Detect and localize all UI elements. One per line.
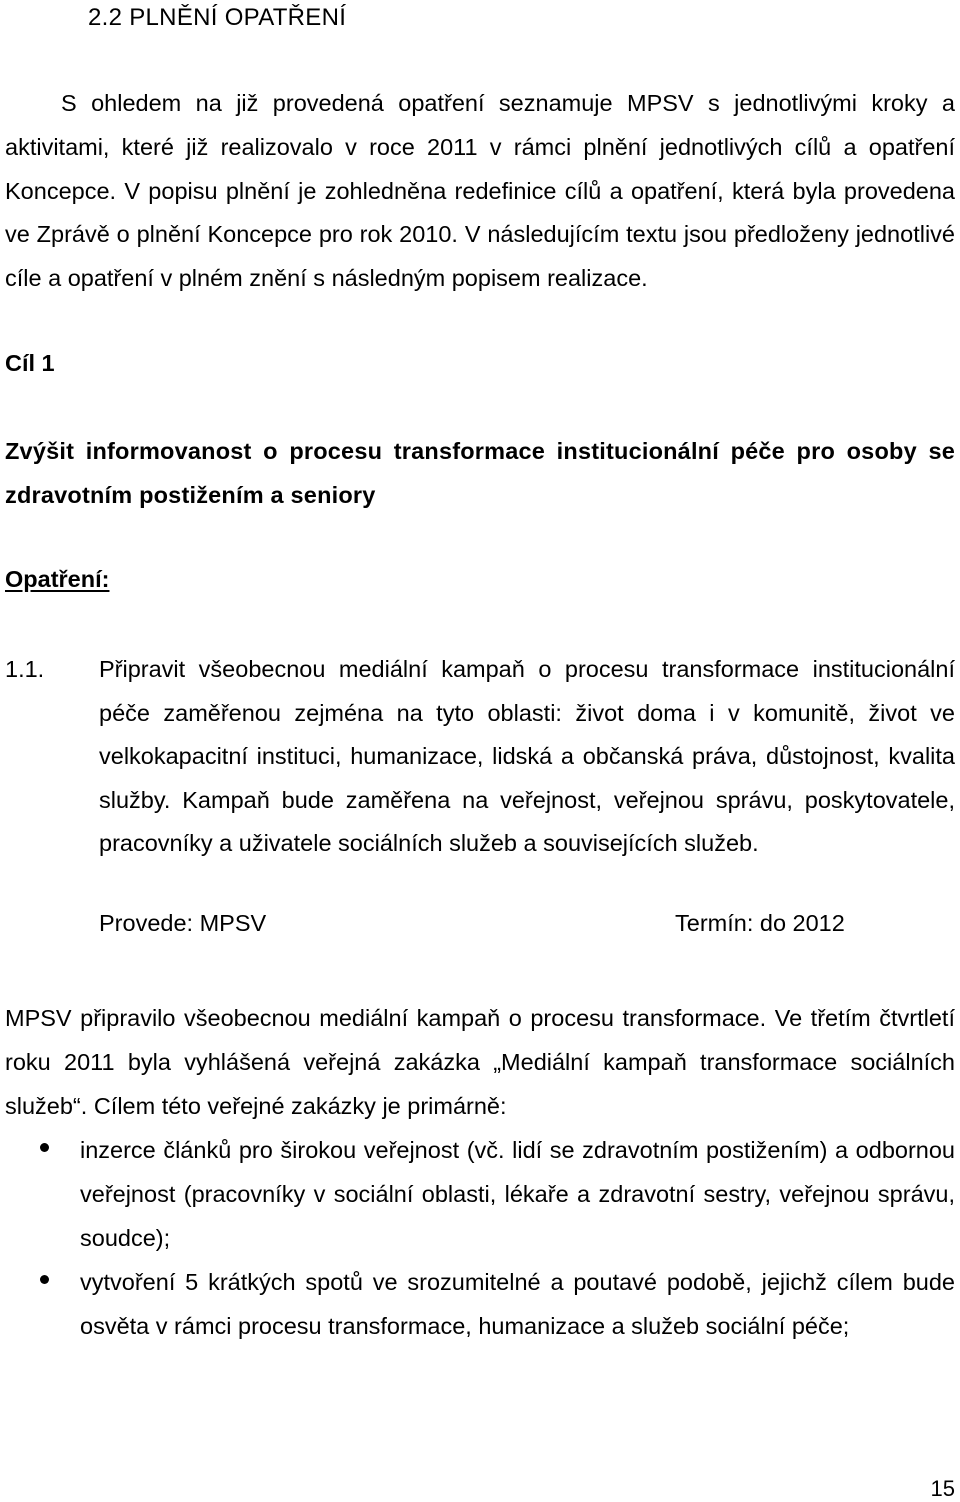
list-item <box>0 1128 960 1260</box>
report-paragraph: MPSV připravilo všeobecnou mediální kampaň o procesu transformace. Ve třetím čtvrtletí roku 2011 byla vyhlášená veřejná zakázka „Mediální kampaň transformace sociálních služeb“. Cílem této veřejné zakázky je primárně: <box>5 1005 955 1119</box>
bullet-icon <box>40 1143 49 1152</box>
measure-executor: Provede: MPSV <box>99 910 267 936</box>
section-heading: 2.2 PLNĚNÍ OPATŘENÍ <box>88 4 347 31</box>
goal-label: Cíl 1 <box>5 350 55 376</box>
bullet-text: vytvoření 5 krátkých spotů ve srozumitelné a poutavé podobě, jejichž cílem bude osvěta v rámci procesu transformace, humanizace a služeb sociální péče; <box>80 1269 955 1339</box>
goal-text: Zvýšit informovanost o procesu transformace institucionální péče pro osoby se zdravotním postižením a seniory <box>5 438 955 508</box>
intro-paragraph: S ohledem na již provedená opatření seznamuje MPSV s jednotlivými kroky a aktivitami, které již realizovalo v roce 2011 v rámci plnění jednotlivých cílů a opatření Koncepce. V popisu plnění je zohledněna redefinice cílů a opatření, která byla provedena ve Zprávě o plnění Koncepce pro rok 2010. V následujícím textu jsou předloženy jednotlivé cíle a opatření v plném znění s následným popisem realizace. <box>5 90 955 292</box>
measure-number: 1.1. <box>5 656 45 682</box>
measure-text: Připravit všeobecnou mediální kampaň o procesu transformace institucionální péče zaměřenou zejména na tyto oblasti: život doma i v komunitě, život ve velkokapacitní instituci, humanizace, lidská a občanská práva, důstojnost, kvalita služby. Kampaň bude zaměřena na veřejnost, veřejnou správu, poskytovatele, pracovníky a uživatele sociálních služeb a souvisejících služeb. <box>99 656 955 857</box>
report-bullet-list <box>0 1128 960 1348</box>
page-number: 15 <box>930 1476 955 1501</box>
bullet-icon <box>40 1275 49 1284</box>
measures-label: Opatření: <box>5 566 110 592</box>
measure-deadline: Termín: do 2012 <box>675 910 845 936</box>
list-item <box>0 1260 960 1348</box>
bullet-text: inzerce článků pro širokou veřejnost (vč. lidí se zdravotním postižením) a odbornou veřejnost (pracovníky v sociální oblasti, lékaře a zdravotní sestry, veřejnou správu, soudce); <box>80 1137 955 1251</box>
